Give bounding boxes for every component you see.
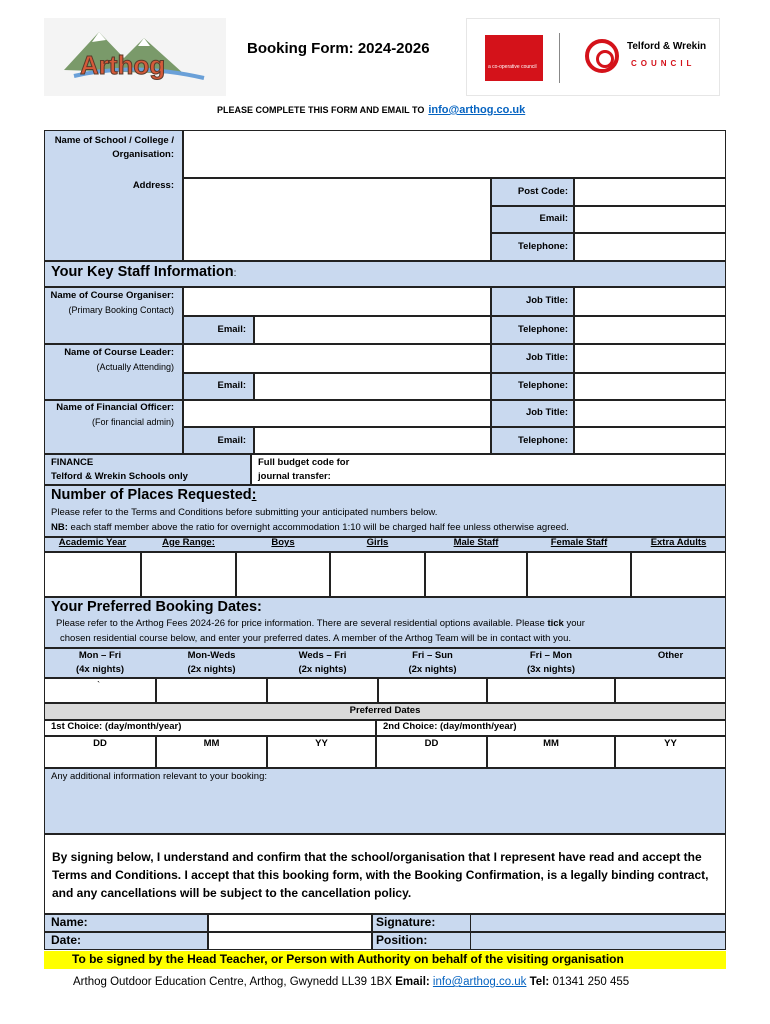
budget-code-label: [258, 456, 349, 484]
school-name-label: Name of School / College / Organisation:: [54, 135, 174, 160]
key-staff-heading-colon: :: [233, 268, 237, 279]
signature-label: Signature:: [376, 915, 436, 929]
dates-heading: Your Preferred Booking Dates:: [51, 599, 262, 615]
form-instruction: [217, 104, 525, 116]
signature-input[interactable]: [470, 914, 726, 932]
arthog-logo-text: Arthog: [80, 50, 166, 80]
option-weds-fri: [267, 649, 378, 677]
telford-emblem-icon: [585, 39, 619, 73]
finance-officer-label-text: Name of Financial Officer:: [56, 402, 174, 413]
option-fri-mon-tick[interactable]: [487, 678, 615, 703]
organiser-job-input[interactable]: [574, 287, 726, 316]
instruction-email-link[interactable]: info@arthog.co.uk: [428, 104, 526, 116]
finance-officer-name-input[interactable]: [183, 400, 491, 427]
footer-tel-label: Tel:: [529, 976, 550, 988]
places-note-1: Please refer to the Terms and Conditions before submitting your anticipated numbers below.: [51, 507, 438, 518]
leader-email-label: Email:: [217, 380, 246, 391]
finance-email-input[interactable]: [254, 427, 491, 454]
option-fri-sun-name: Fri – Sun: [412, 650, 453, 661]
option-weds-fri-nights: (2x nights): [298, 664, 347, 675]
finance-tel-label: Telephone:: [518, 435, 568, 446]
organiser-sub: (Primary Booking Contact): [68, 305, 174, 315]
option-weds-fri-name: Weds – Fri: [298, 650, 347, 661]
first-mm-label: MM: [203, 738, 220, 749]
girls-input[interactable]: [330, 552, 425, 597]
organiser-job-label: Job Title:: [525, 295, 568, 306]
postcode-input[interactable]: [574, 178, 726, 206]
leader-job-input[interactable]: [574, 344, 726, 373]
extra-adults-input[interactable]: [631, 552, 726, 597]
additional-info-label: Any additional information relevant to your booking:: [51, 771, 267, 782]
option-other: Other: [657, 650, 684, 661]
col-academic-year: Academic Year: [58, 537, 127, 548]
finance-job-label: Job Title:: [525, 407, 568, 418]
finance-officer-sub: (For financial admin): [91, 417, 174, 427]
coop-logo-text: a co-operative council: [488, 64, 537, 70]
col-age-range: Age Range:: [162, 537, 215, 548]
name-input[interactable]: [208, 914, 372, 932]
footer-address: Arthog Outdoor Education Centre, Arthog, Gwynedd LL39 1BX: [73, 976, 396, 988]
organiser-tel-label: Telephone:: [518, 324, 568, 335]
male-staff-input[interactable]: [425, 552, 527, 597]
places-heading-colon: :: [251, 487, 257, 503]
col-extra-adults: Extra Adults: [650, 537, 707, 548]
logo-divider: [559, 33, 560, 83]
option-mon-weds-name: Mon-Weds: [187, 650, 236, 661]
option-mon-weds: [156, 649, 267, 677]
key-staff-heading-text: Your Key Staff Information: [51, 264, 234, 280]
finance-box-line1: FINANCE: [51, 457, 94, 468]
option-mon-weds-tick[interactable]: [156, 678, 267, 703]
dates-note-1b: tick: [547, 618, 564, 629]
second-dd-label: DD: [424, 738, 439, 749]
address-label: Address:: [132, 180, 174, 191]
leader-sub: (Actually Attending): [96, 362, 174, 372]
organiser-label: [50, 289, 174, 318]
position-input[interactable]: [470, 932, 726, 950]
coop-council-logo: [485, 35, 543, 81]
instruction-text: PLEASE COMPLETE THIS FORM AND EMAIL TO: [217, 105, 425, 115]
name-label: Name:: [51, 915, 88, 929]
places-heading-text: Number of Places Requested: [51, 487, 252, 503]
arthog-logo: [44, 18, 226, 96]
finance-email-label: Email:: [217, 435, 246, 446]
boys-input[interactable]: [236, 552, 330, 597]
sign-note-highlight: [44, 951, 726, 969]
dates-note-2: chosen residential course below, and enter your preferred dates. A member of the Arthog Team will be in contact with you.: [60, 633, 572, 644]
places-heading: [51, 487, 257, 503]
budget-label-line1: Full budget code for: [258, 457, 350, 468]
female-staff-input[interactable]: [527, 552, 631, 597]
first-dd-label: DD: [93, 738, 107, 749]
col-girls: Girls: [366, 537, 389, 548]
option-mon-fri: [44, 649, 156, 677]
footer-email-label: Email:: [395, 976, 430, 988]
option-fri-sun: [378, 649, 487, 677]
leader-tel-input[interactable]: [574, 373, 726, 400]
key-staff-heading: [51, 264, 236, 280]
preferred-dates-label: Preferred Dates: [349, 705, 421, 716]
footer-tel: 01341 250 455: [552, 976, 630, 988]
address-input[interactable]: [183, 178, 491, 261]
option-mon-fri-nights: (4x nights): [75, 664, 125, 675]
school-email-input[interactable]: [574, 206, 726, 233]
organiser-email-label: Email:: [217, 324, 246, 335]
footer-email-link[interactable]: info@arthog.co.uk: [432, 976, 527, 988]
postcode-label: Post Code:: [517, 186, 568, 197]
organiser-name-input[interactable]: [183, 287, 491, 316]
leader-name-input[interactable]: [183, 344, 491, 373]
mountain-logo-icon: [44, 18, 226, 96]
date-input[interactable]: [208, 932, 372, 950]
option-weds-fri-tick[interactable]: [267, 678, 378, 703]
date-label: Date:: [51, 933, 82, 947]
academic-year-input[interactable]: [44, 552, 141, 597]
school-email-label: Email:: [539, 213, 568, 224]
second-mm-label: MM: [543, 738, 559, 749]
sign-note-text: To be signed by the Head Teacher, or Person with Authority on behalf of the visiting organisation: [72, 952, 624, 966]
dates-note-1a: Please refer to the Arthog Fees 2024-26 for price information. There are several residential options available. Please: [56, 618, 548, 629]
finance-officer-label: [50, 401, 174, 430]
option-fri-mon-nights: (3x nights): [526, 664, 576, 675]
second-yy-label: YY: [664, 738, 677, 749]
organiser-email-input[interactable]: [254, 316, 491, 344]
school-telephone-input[interactable]: [574, 233, 726, 261]
col-male-staff: Male Staff: [453, 537, 499, 548]
option-mon-fri-name: Mon – Fri: [78, 650, 122, 661]
first-yy-label: YY: [315, 738, 328, 749]
council-logos: [466, 18, 720, 96]
school-name-input[interactable]: [183, 130, 726, 178]
dates-note-1c: your: [563, 618, 585, 629]
first-choice-label: 1st Choice: (day/month/year): [51, 721, 182, 732]
places-note-2-text: each staff member above the ratio for overnight accommodation 1:10 will be charged half fee unless otherwise agreed.: [67, 522, 569, 533]
finance-job-input[interactable]: [574, 400, 726, 427]
age-range-input[interactable]: [141, 552, 236, 597]
second-choice-label: 2nd Choice: (day/month/year): [383, 721, 517, 732]
col-boys: Boys: [271, 537, 295, 548]
dates-note-1: [56, 618, 585, 629]
finance-box-line2: Telford & Wrekin Schools only: [51, 471, 188, 482]
leader-job-label: Job Title:: [525, 352, 568, 363]
places-note-2-bold: NB:: [51, 522, 68, 533]
leader-email-input[interactable]: [254, 373, 491, 400]
position-label: Position:: [376, 933, 428, 947]
organiser-label-text: Name of Course Organiser:: [50, 290, 174, 301]
finance-box-text: [51, 456, 188, 484]
council-name: Telford & Wrekin: [627, 41, 707, 52]
places-note-2: [51, 522, 569, 533]
option-fri-mon: [487, 649, 615, 677]
footer: [73, 976, 629, 988]
option-fri-sun-nights: (2x nights): [408, 664, 457, 675]
stray-mark: `: [97, 680, 101, 691]
budget-label-line2: journal transfer:: [258, 471, 331, 482]
declaration-text: By signing below, I understand and confirm that the school/organisation that I represent have read and accept the Terms and Conditions. I accept that this booking form, with the Booking Confirmation, is a legally binding contract, and any cancellations will be subject to the cancellation policy.: [52, 850, 709, 900]
leader-label: [50, 346, 174, 375]
option-fri-sun-tick[interactable]: [378, 678, 487, 703]
option-fri-mon-name: Fri – Mon: [529, 650, 573, 661]
leader-tel-label: Telephone:: [518, 380, 568, 391]
option-other-tick[interactable]: [615, 678, 726, 703]
organiser-tel-input[interactable]: [574, 316, 726, 344]
council-word: COUNCIL: [631, 59, 696, 68]
form-title: Booking Form: 2024-2026: [247, 40, 430, 57]
school-telephone-label: Telephone:: [518, 241, 568, 252]
leader-label-text: Name of Course Leader:: [64, 347, 174, 358]
option-mon-weds-nights: (2x nights): [187, 664, 236, 675]
finance-tel-input[interactable]: [574, 427, 726, 454]
col-female-staff: Female Staff: [550, 537, 608, 548]
